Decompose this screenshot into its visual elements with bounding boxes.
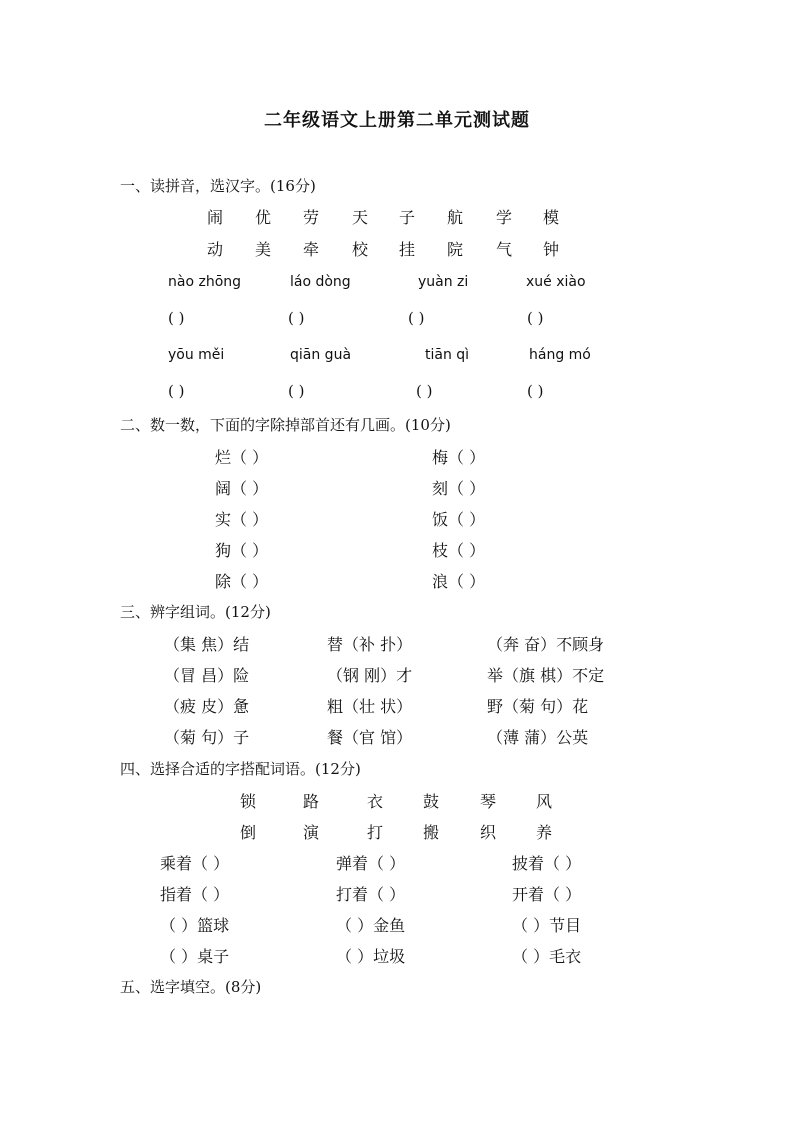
stroke-item[interactable]: 浪（ ） [432,572,486,591]
match-item[interactable]: （ ）金鱼 [336,916,406,935]
stroke-item[interactable]: 实（ ） [215,510,269,529]
stroke-item[interactable]: 刻（ ） [432,479,486,498]
pinyin: tiān qì [425,347,470,363]
char: 挂 [399,240,416,259]
char: 模 [543,208,560,227]
pinyin: yōu měi [168,347,225,363]
char: 闹 [207,208,224,227]
pinyin: xué xiào [526,274,586,290]
answer-blank[interactable]: ( ) [168,382,185,400]
section-2-heading: 二、数一数，下面的字除掉部首还有几画。(10分) [120,416,451,434]
stroke-item[interactable]: 除（ ） [215,572,269,591]
char: 子 [399,208,416,227]
answer-blank[interactable]: ( ) [168,309,185,327]
char: 搬 [423,823,440,842]
answer-blank[interactable]: ( ) [288,309,305,327]
section-1-heading: 一、读拼音，选汉字。(16分) [120,177,316,195]
word-choice[interactable]: （钢 刚）才 [327,666,413,685]
char: 优 [255,208,272,227]
char: 风 [536,792,553,811]
char: 衣 [367,792,384,811]
pinyin: háng mó [529,347,591,363]
word-choice[interactable]: 粗（壮 状） [327,697,413,716]
answer-blank[interactable]: ( ) [408,309,425,327]
word-choice[interactable]: （薄 蒲）公英 [487,728,589,747]
word-choice[interactable]: （菊 句）子 [164,728,250,747]
char: 天 [352,208,369,227]
char: 鼓 [423,792,440,811]
match-item[interactable]: 乘着（ ） [160,854,230,873]
page-title: 二年级语文上册第二单元测试题 [264,110,530,131]
stroke-item[interactable]: 狗（ ） [215,541,269,560]
char: 养 [536,823,553,842]
pinyin: nào zhōng [168,274,242,290]
word-choice[interactable]: 餐（官 馆） [327,728,413,747]
answer-blank[interactable]: ( ) [288,382,305,400]
stroke-item[interactable]: 阔（ ） [215,479,269,498]
s1-chars-row-1 [0,205,794,227]
char: 路 [303,792,320,811]
stroke-item[interactable]: 枝（ ） [432,541,486,560]
stroke-item[interactable]: 梅（ ） [432,448,486,467]
s4-chars-row-2 [0,820,794,842]
word-choice[interactable]: （集 焦）结 [164,635,250,654]
s4-chars-row-1 [0,789,794,811]
char: 钟 [543,240,560,259]
pinyin: yuàn zi [418,274,469,290]
char: 演 [303,823,320,842]
match-item[interactable]: 指着（ ） [160,885,230,904]
stroke-item[interactable]: 饭（ ） [432,510,486,529]
char: 劳 [303,208,320,227]
char: 气 [496,240,513,259]
char: 牵 [303,240,320,259]
char: 动 [207,240,224,259]
section-4-heading: 四、选择合适的字搭配词语。(12分) [120,760,361,778]
pinyin: qiān guà [290,347,352,363]
answer-blank[interactable]: ( ) [416,382,433,400]
match-item[interactable]: （ ）垃圾 [336,947,406,966]
char: 琴 [480,792,497,811]
answer-blank[interactable]: ( ) [527,309,544,327]
match-item[interactable]: （ ）桌子 [160,947,230,966]
char: 校 [352,240,369,259]
answer-blank[interactable]: ( ) [527,382,544,400]
char: 美 [255,240,272,259]
char: 锁 [240,792,257,811]
char: 学 [496,208,513,227]
section-5-heading: 五、选字填空。(8分) [120,978,262,996]
match-item[interactable]: （ ）篮球 [160,916,230,935]
word-choice[interactable]: 野（菊 句）花 [487,697,589,716]
word-choice[interactable]: （冒 昌）险 [164,666,250,685]
match-item[interactable]: （ ）毛衣 [512,947,582,966]
word-choice[interactable]: （奔 奋）不顾身 [487,635,605,654]
match-item[interactable]: 披着（ ） [512,854,582,873]
match-item[interactable]: 开着（ ） [512,885,582,904]
match-item[interactable]: 打着（ ） [336,885,406,904]
word-choice[interactable]: （疲 皮）惫 [164,697,250,716]
word-choice[interactable]: 替（补 扑） [327,635,413,654]
match-item[interactable]: （ ）节目 [512,916,582,935]
char: 航 [447,208,464,227]
pinyin: láo dòng [290,274,351,290]
char: 打 [367,823,384,842]
match-item[interactable]: 弹着（ ） [336,854,406,873]
char: 倒 [240,823,257,842]
word-choice[interactable]: 举（旗 棋）不定 [487,666,605,685]
stroke-item[interactable]: 烂（ ） [215,448,269,467]
char: 院 [447,240,464,259]
section-3-heading: 三、辨字组词。(12分) [120,603,271,621]
s1-chars-row-2 [0,237,794,259]
char: 织 [480,823,497,842]
